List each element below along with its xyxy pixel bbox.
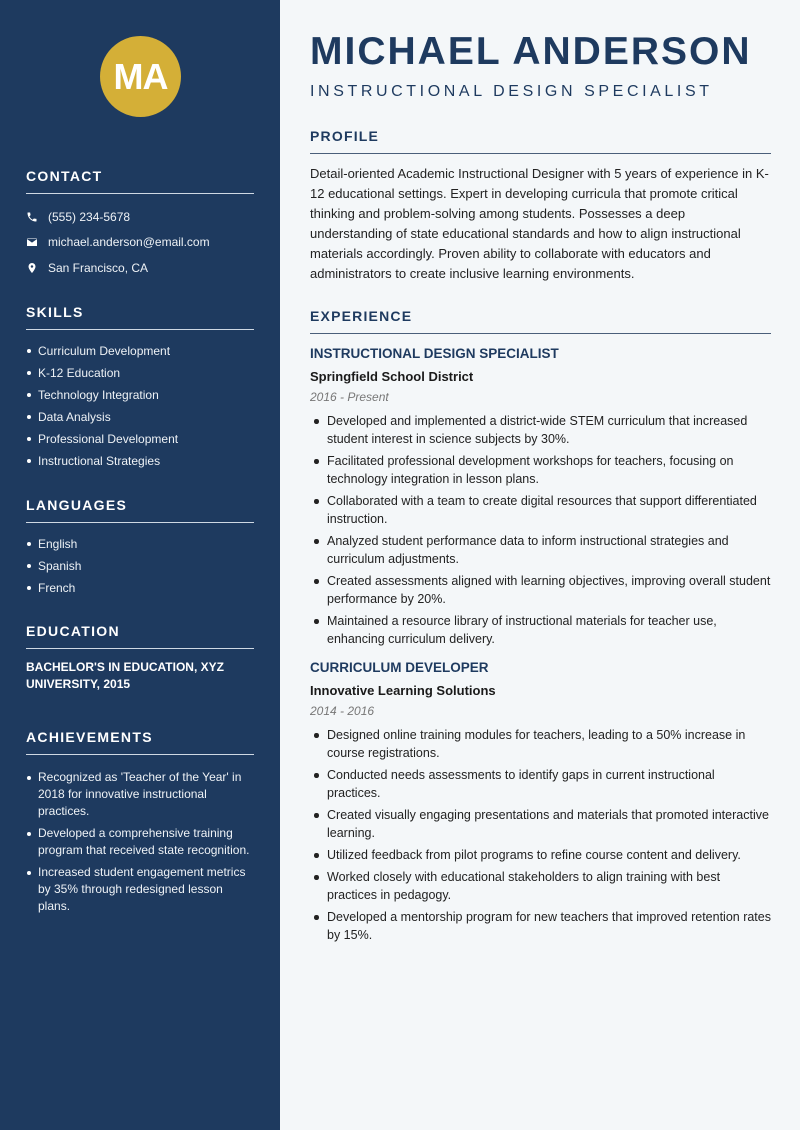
education-degree: BACHELOR'S IN EDUCATION, XYZ UNIVERSITY, 2015: [26, 660, 224, 691]
achievement-item: Recognized as 'Teacher of the Year' in 2018 for innovative instructional practices.: [26, 769, 254, 820]
job-bullet: Facilitated professional development workshops for teachers, focusing on technology integration in lesson plans.: [310, 452, 771, 488]
job-bullet: Worked closely with educational stakeholders to align training with best practices in pedagogy.: [310, 868, 771, 904]
job-bullet: Developed a mentorship program for new teachers that improved retention rates by 15%.: [310, 908, 771, 944]
profile-heading: PROFILE: [310, 128, 771, 154]
job-bullet: Collaborated with a team to create digital resources that support differentiated instruction.: [310, 492, 771, 528]
sidebar: [0, 0, 280, 1130]
job-dates: 2014 - 2016: [310, 704, 375, 718]
achievement-item: Developed a comprehensive training program that received state recognition.: [26, 825, 254, 859]
languages-section: [26, 497, 254, 601]
contact-phone: [26, 204, 254, 230]
languages-heading: LANGUAGES: [26, 497, 254, 523]
skill-item: Data Analysis: [26, 408, 254, 430]
language-item: English: [26, 535, 254, 557]
job-bullet: Developed and implemented a district-wide STEM curriculum that increased student interest in science subjects by 30%.: [310, 412, 771, 448]
contact-heading: CONTACT: [26, 168, 254, 194]
education-heading: EDUCATION: [26, 623, 254, 649]
job-company: Springfield School District: [310, 369, 474, 384]
location-pin-icon: [26, 262, 38, 274]
email-text[interactable]: michael.anderson@email.com: [48, 235, 210, 250]
job-bullet: Maintained a resource library of instructional materials for teacher use, enhancing curriculum delivery.: [310, 612, 771, 648]
email-icon: [26, 236, 38, 248]
avatar: MA: [100, 36, 181, 117]
profile-section: [310, 128, 771, 284]
achievements-heading: ACHIEVEMENTS: [26, 729, 254, 755]
job-bullet: Created visually engaging presentations and materials that promoted interactive learning.: [310, 806, 771, 842]
skill-item: K-12 Education: [26, 364, 254, 386]
skill-item: Professional Development: [26, 430, 254, 452]
skill-item: Instructional Strategies: [26, 452, 254, 474]
education-section: [26, 623, 254, 693]
contact-section: [26, 168, 254, 281]
experience-heading: EXPERIENCE: [310, 308, 771, 334]
phone-text: (555) 234-5678: [48, 209, 131, 224]
contact-location: [26, 255, 254, 281]
profile-text: Detail-oriented Academic Instructional Designer with 5 years of experience in K-12 educational settings. Expert in developing curricula that promote critical thinking and problem-solving among students. Possesses a deep understanding of state educational standards and how to align instructional materials accordingly. Proven ability to collaborate with educators and administrators to create inclusive learning environments.: [310, 166, 769, 281]
skill-item: Technology Integration: [26, 386, 254, 408]
job-bullet: Conducted needs assessments to identify gaps in current instructional practices.: [310, 766, 771, 802]
skills-heading: SKILLS: [26, 304, 254, 330]
job-bullet: Designed online training modules for teachers, leading to a 50% increase in course registrations.: [310, 726, 771, 762]
job-entry: [310, 346, 771, 648]
job-bullet: Utilized feedback from pilot programs to refine course content and delivery.: [310, 846, 771, 864]
candidate-name: MICHAEL ANDERSON: [310, 30, 752, 73]
language-item: French: [26, 579, 254, 601]
candidate-title: INSTRUCTIONAL DESIGN SPECIALIST: [310, 83, 713, 100]
location-text: San Francisco, CA: [48, 260, 149, 275]
job-bullet: Created assessments aligned with learning objectives, improving overall student performance by 20%.: [310, 572, 771, 608]
achievement-item: Increased student engagement metrics by 35% through redesigned lesson plans.: [26, 864, 254, 915]
achievements-section: [26, 729, 254, 920]
job-company: Innovative Learning Solutions: [310, 683, 496, 698]
job-bullet: Analyzed student performance data to inform instructional strategies and curriculum adjustments.: [310, 532, 771, 568]
skill-item: Curriculum Development: [26, 342, 254, 364]
contact-email: [26, 230, 254, 256]
language-item: Spanish: [26, 557, 254, 579]
experience-section: [310, 308, 771, 948]
job-entry: [310, 660, 771, 944]
skills-section: [26, 304, 254, 474]
phone-icon: [26, 211, 38, 223]
job-dates: 2016 - Present: [310, 390, 389, 404]
job-title: CURRICULUM DEVELOPER: [310, 660, 489, 675]
job-title: INSTRUCTIONAL DESIGN SPECIALIST: [310, 346, 559, 361]
